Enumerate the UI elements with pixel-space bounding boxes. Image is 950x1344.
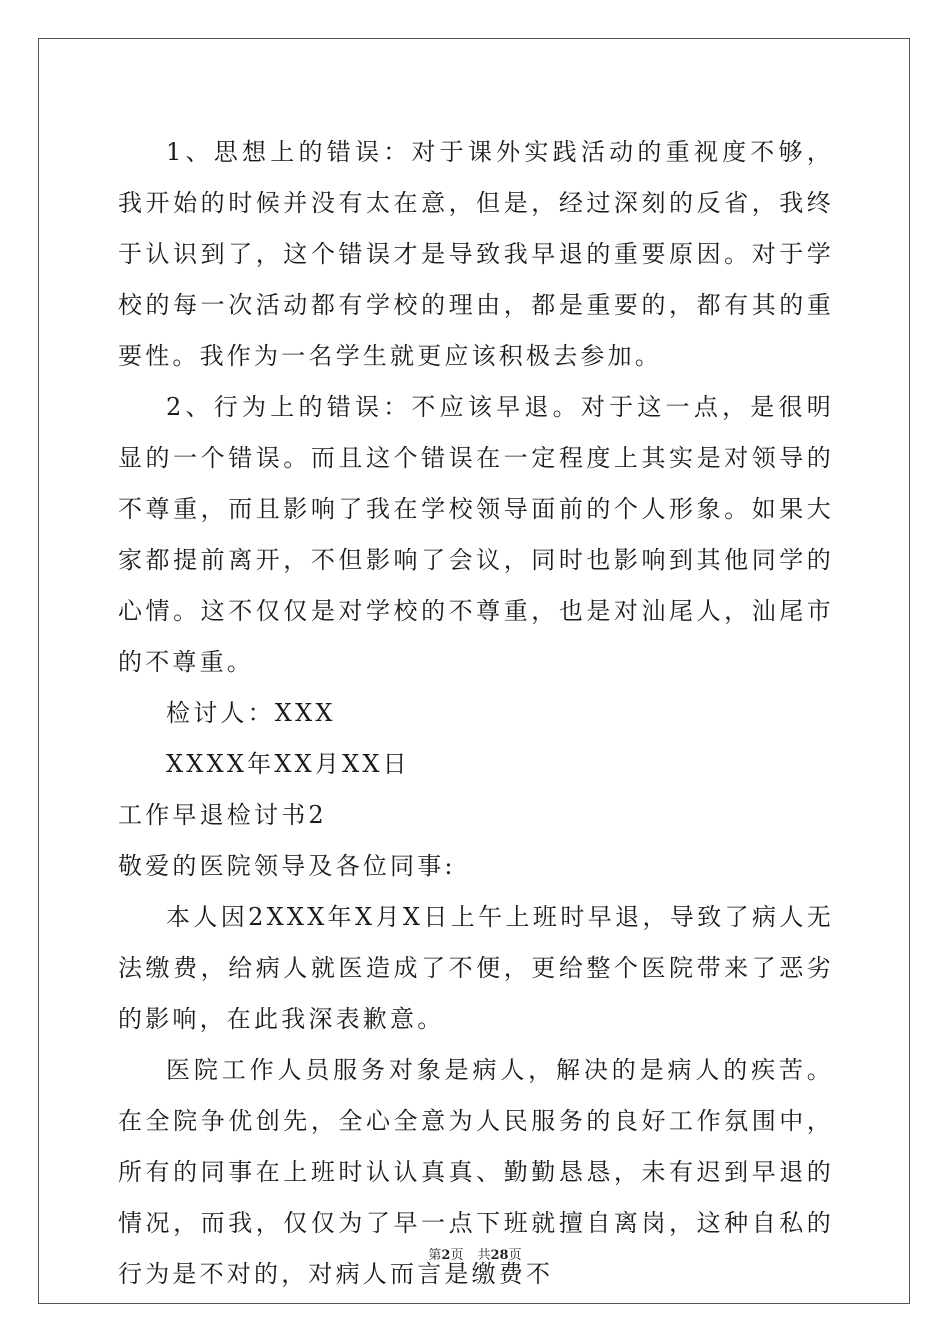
- page-footer: [0, 1244, 950, 1263]
- total-suffix: 页: [508, 1248, 522, 1263]
- section-title: 工作早退检讨书2: [118, 801, 327, 829]
- paragraph-hospital-service: 医院工作人员服务对象是病人，解决的是病人的疾苦。在全院争优创先，全心全意为人民服务的良好工作氛围中，所有的同事在上班时认认真真、勤勤恳恳，未有迟到早退的情况，而我，仅仅为了早一点下班就擅自离岗，这种自私的行为是不对的，对病人而言是缴费不: [118, 1056, 834, 1288]
- document-body: [118, 127, 834, 1300]
- page-number: 2: [441, 1248, 451, 1263]
- signature-line: 检讨人：XXX: [166, 699, 336, 727]
- paragraph-ideological-error: 1、思想上的错误：对于课外实践活动的重视度不够，我开始的时候并没有太在意，但是，经过深刻的反省，我终于认识到了，这个错误才是导致我早退的重要原因。对于学校的每一次活动都有学校的理由，都是重要的，都有其的重要性。我作为一名学生就更应该积极去参加。: [118, 138, 834, 370]
- date-line: XXXX年XX月XX日: [166, 750, 410, 778]
- page-prefix: 第: [428, 1248, 442, 1263]
- paragraph-apology: 本人因2XXX年X月X日上午上班时早退，导致了病人无法缴费，给病人就医造成了不便，更给整个医院带来了恶劣的影响，在此我深表歉意。: [118, 903, 834, 1033]
- total-pages: 28: [490, 1248, 509, 1263]
- total-prefix: 共: [477, 1248, 491, 1263]
- page-suffix: 页: [450, 1248, 464, 1263]
- salutation: 敬爱的医院领导及各位同事:: [118, 852, 456, 880]
- paragraph-behavioral-error: 2、行为上的错误：不应该早退。对于这一点，是很明显的一个错误。而且这个错误在一定程度上其实是对领导的不尊重，而且影响了我在学校领导面前的个人形象。如果大家都提前离开，不但影响了会议，同时也影响到其他同学的心情。这不仅仅是对学校的不尊重，也是对汕尾人，汕尾市的不尊重。: [118, 393, 834, 676]
